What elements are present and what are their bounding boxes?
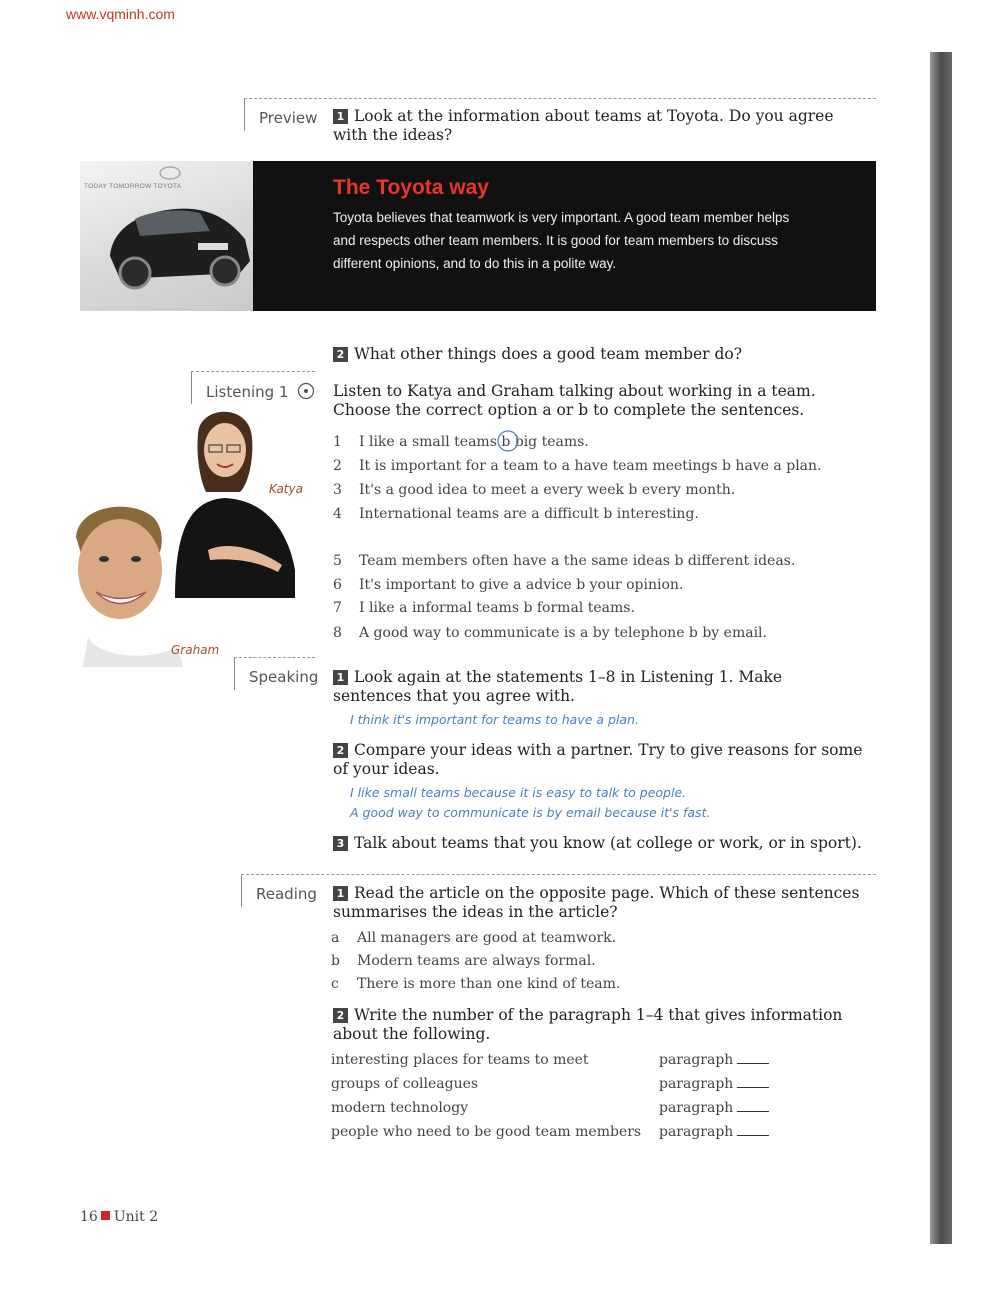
- list-item: [331, 953, 596, 969]
- row-topic: people who need to be good team members: [331, 1124, 642, 1140]
- item-text: Team members often have a the same ideas b different ideas.: [359, 553, 796, 569]
- ex-number-badge: 2: [333, 347, 348, 362]
- reading-label: Reading: [241, 875, 317, 907]
- preview-ex1-text: Look at the information about teams at Toyota. Do you agree with the ideas?: [333, 107, 834, 144]
- ex-number-badge: 2: [333, 743, 348, 758]
- section-divider: [244, 98, 876, 99]
- reading-ex2: [333, 1006, 863, 1044]
- listening-label-text: Listening 1: [206, 383, 289, 401]
- speaking-ex1-example: I think it's important for teams to have a plan.: [350, 712, 639, 727]
- speaking-ex2-example: A good way to communicate is by email because it's fast.: [350, 805, 711, 820]
- graham-photo: [68, 497, 198, 667]
- list-item: [331, 930, 616, 946]
- table-row: [659, 1052, 769, 1068]
- item-text: I like a informal teams b formal teams.: [359, 600, 635, 616]
- reading-ex1: [333, 884, 863, 922]
- speaking-ex2: [333, 741, 873, 779]
- item-number: 5: [333, 553, 342, 569]
- ex-number-badge: 1: [333, 670, 348, 685]
- option-letter: c: [331, 976, 339, 992]
- option-letter: b: [331, 953, 340, 969]
- answer-blank[interactable]: [737, 1063, 769, 1064]
- item-text: It's important to give a advice b your opinion.: [359, 577, 684, 593]
- list-item: [333, 506, 699, 522]
- listening-instructions: Listen to Katya and Graham talking about working in a team. Choose the correct option a or b to complete the sentences.: [333, 382, 816, 419]
- speaking-ex3: [333, 834, 883, 853]
- option-text: All managers are good at teamwork.: [357, 930, 617, 946]
- ex-number-badge: 1: [333, 886, 348, 901]
- option-text: Modern teams are always formal.: [357, 953, 596, 969]
- item-text: A good way to communicate is a by telephone b by email.: [359, 625, 767, 641]
- ex2: [333, 345, 873, 364]
- option-letter: a: [331, 930, 340, 946]
- item-text: International teams are a difficult b interesting.: [359, 506, 699, 522]
- banner-title: The Toyota way: [333, 176, 489, 199]
- list-item: [333, 625, 767, 641]
- answer-blank[interactable]: [737, 1111, 769, 1112]
- item-number: 3: [333, 482, 342, 498]
- row-topic: interesting places for teams to meet: [331, 1052, 589, 1068]
- row-label: paragraph: [659, 1124, 734, 1140]
- item-number: 8: [333, 625, 342, 641]
- reading-ex2-text: Write the number of the paragraph 1–4 that gives information about the following.: [333, 1006, 843, 1043]
- table-row: [331, 1052, 589, 1068]
- unit-label: Unit 2: [113, 1209, 159, 1225]
- page-spine-shadow: [930, 52, 952, 1244]
- list-item: [331, 976, 620, 992]
- answer-blank[interactable]: [737, 1135, 769, 1136]
- red-square-icon: [101, 1211, 110, 1220]
- speaking-ex1: [333, 668, 863, 706]
- page-footer: [80, 1209, 158, 1225]
- item-text: I like a small teams b big teams.: [359, 434, 589, 450]
- person-icon: [68, 497, 198, 667]
- graham-name: Graham: [171, 643, 220, 657]
- section-divider: [241, 874, 876, 875]
- ex-number-badge: 2: [333, 1008, 348, 1023]
- list-item: [333, 553, 795, 569]
- table-row: [659, 1076, 769, 1092]
- table-row: [331, 1124, 641, 1140]
- row-label: paragraph: [659, 1100, 734, 1116]
- table-row: [331, 1076, 478, 1092]
- answer-circle-mark: [496, 430, 520, 452]
- speaking-ex2-example: I like small teams because it is easy to talk to people.: [350, 785, 687, 800]
- item-number: 7: [333, 600, 342, 616]
- list-item: [333, 482, 735, 498]
- watermark-link[interactable]: www.vqminh.com: [66, 6, 175, 22]
- item-text: It's a good idea to meet a every week b every month.: [359, 482, 736, 498]
- list-item: [333, 458, 821, 474]
- speaking-ex2-text: Compare your ideas with a partner. Try to give reasons for some of your ideas.: [333, 741, 863, 778]
- ex-number-badge: 3: [333, 836, 348, 851]
- ex-number-badge: 1: [333, 109, 348, 124]
- speaking-ex3-text: Talk about teams that you know (at college or work, or in sport).: [354, 834, 862, 852]
- banner-text: Toyota believes that teamwork is very important. A good team member helps and respects other team members. It is good for team members to discuss different opinions, and to do this in a polite way.: [333, 210, 790, 271]
- table-row: [659, 1100, 769, 1116]
- preview-label: Preview: [244, 99, 317, 131]
- row-topic: groups of colleagues: [331, 1076, 479, 1092]
- item-number: 6: [333, 577, 342, 593]
- ex2-text: What other things does a good team member do?: [354, 345, 743, 363]
- list-item: [333, 600, 635, 616]
- item-number: 2: [333, 458, 342, 474]
- item-number: 4: [333, 506, 342, 522]
- list-item: [333, 577, 683, 593]
- table-row: [659, 1124, 769, 1140]
- audio-cd-icon[interactable]: [297, 382, 315, 400]
- answer-blank[interactable]: [737, 1087, 769, 1088]
- page-number: 16: [80, 1209, 98, 1225]
- row-label: paragraph: [659, 1076, 734, 1092]
- list-item: [333, 434, 589, 450]
- row-topic: modern technology: [331, 1100, 469, 1116]
- item-number: 1: [333, 434, 342, 450]
- preview-ex1: [333, 107, 863, 145]
- option-text: There is more than one kind of team.: [357, 976, 621, 992]
- table-row: [331, 1100, 468, 1116]
- item-text: It is important for a team to a have team meetings b have a plan.: [359, 458, 822, 474]
- katya-name: Katya: [269, 482, 303, 496]
- row-label: paragraph: [659, 1052, 734, 1068]
- speaking-ex1-text: Look again at the statements 1–8 in Listening 1. Make sentences that you agree with.: [333, 668, 783, 705]
- reading-ex1-text: Read the article on the opposite page. Which of these sentences summarises the ideas in the article?: [333, 884, 860, 921]
- speaking-label: Speaking: [234, 658, 318, 690]
- toyota-logo-text: TODAY TOMORROW TOYOTA: [84, 183, 182, 190]
